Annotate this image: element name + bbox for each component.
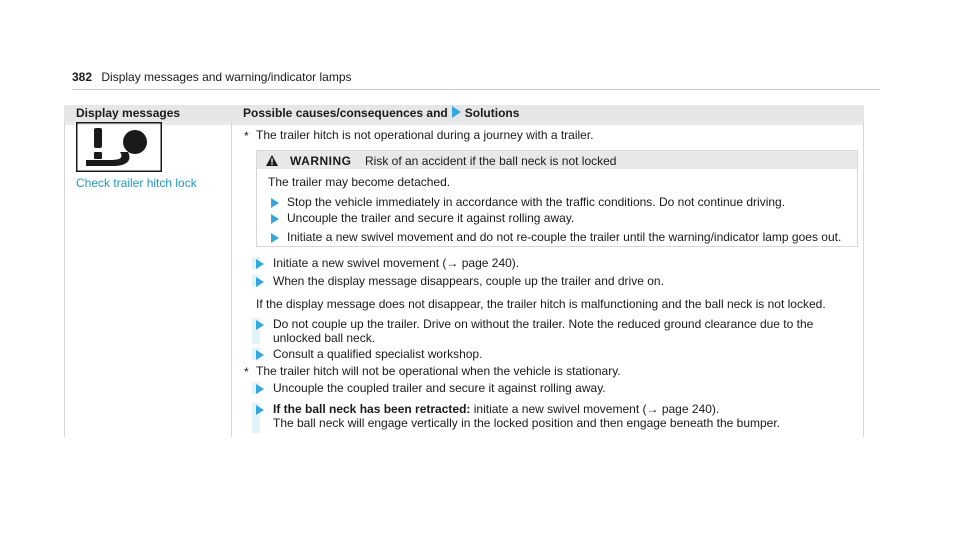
- warning-body: The trailer may become detached.: [268, 175, 451, 189]
- table-left-border: [64, 121, 65, 437]
- bullet-arrow-icon: [256, 259, 264, 269]
- warning-step: Stop the vehicle immediately in accordance with the traffic conditions. Do not continue driving.: [287, 195, 786, 209]
- asterisk-marker: *: [244, 129, 249, 143]
- bullet-arrow-icon: [256, 384, 264, 394]
- warning-step: Initiate a new swivel movement and do not re-couple the trailer until the warning/indicator lamp goes out.: [287, 230, 842, 244]
- bullet-arrow-icon: [256, 350, 264, 360]
- page-header: [72, 70, 352, 84]
- step-text: Uncouple the coupled trailer and secure it against rolling away.: [273, 381, 606, 395]
- malfunction-paragraph: If the display message does not disappear, the trailer hitch is malfunctioning and the ball neck is not locked.: [256, 297, 826, 311]
- step-text: Do not couple up the trailer. Drive on without the trailer. Note the reduced ground clearance due to the: [273, 317, 814, 331]
- header-divider: [72, 89, 880, 90]
- step-text: If the ball neck has been retracted: initiate a new swivel movement (→ page 240).: [273, 402, 720, 416]
- warning-box: [256, 150, 858, 247]
- trailer-hitch-icon: [76, 122, 162, 172]
- col-header-display-messages: Display messages: [76, 106, 181, 120]
- column-divider: [231, 121, 232, 437]
- step-condition: If the ball neck has been retracted:: [273, 402, 471, 416]
- bullet-arrow-icon: [271, 198, 279, 208]
- solutions-arrow-icon: [452, 106, 461, 118]
- header-separator: [64, 121, 864, 125]
- cause-text-1: The trailer hitch is not operational during a journey with a trailer.: [256, 128, 594, 142]
- page-number: 382: [72, 70, 93, 84]
- bullet-arrow-icon: [256, 277, 264, 287]
- warning-triangle-icon: [266, 155, 278, 166]
- bullet-arrow-icon: [271, 214, 279, 224]
- asterisk-marker: *: [244, 365, 249, 379]
- step-text: Initiate a new swivel movement (→ page 240).: [273, 256, 520, 270]
- warning-label: WARNING: [290, 154, 352, 168]
- step-text-continued: The ball neck will engage vertically in the locked position and then engage beneath the bumper.: [273, 416, 781, 430]
- bullet-arrow-icon: [256, 320, 264, 330]
- warning-step: Uncouple the trailer and secure it against rolling away.: [287, 211, 575, 225]
- col-header-causes-solutions: Possible causes/consequences and Solutions: [243, 106, 520, 120]
- table-right-border: [863, 121, 864, 437]
- table-header: [64, 105, 864, 121]
- step-text-continued: unlocked ball neck.: [273, 331, 376, 345]
- cause-text-2: The trailer hitch will not be operational when the vehicle is stationary.: [256, 364, 621, 378]
- step-text: Consult a qualified specialist workshop.: [273, 347, 483, 361]
- bullet-arrow-icon: [271, 233, 279, 243]
- warning-title: Risk of an accident if the ball neck is not locked: [365, 154, 617, 168]
- step-text: When the display message disappears, couple up the trailer and drive on.: [273, 274, 664, 288]
- message-label: Check trailer hitch lock: [76, 176, 197, 190]
- bullet-arrow-icon: [256, 405, 264, 415]
- page-title: Display messages and warning/indicator lamps: [101, 70, 352, 84]
- warning-header: [257, 151, 857, 169]
